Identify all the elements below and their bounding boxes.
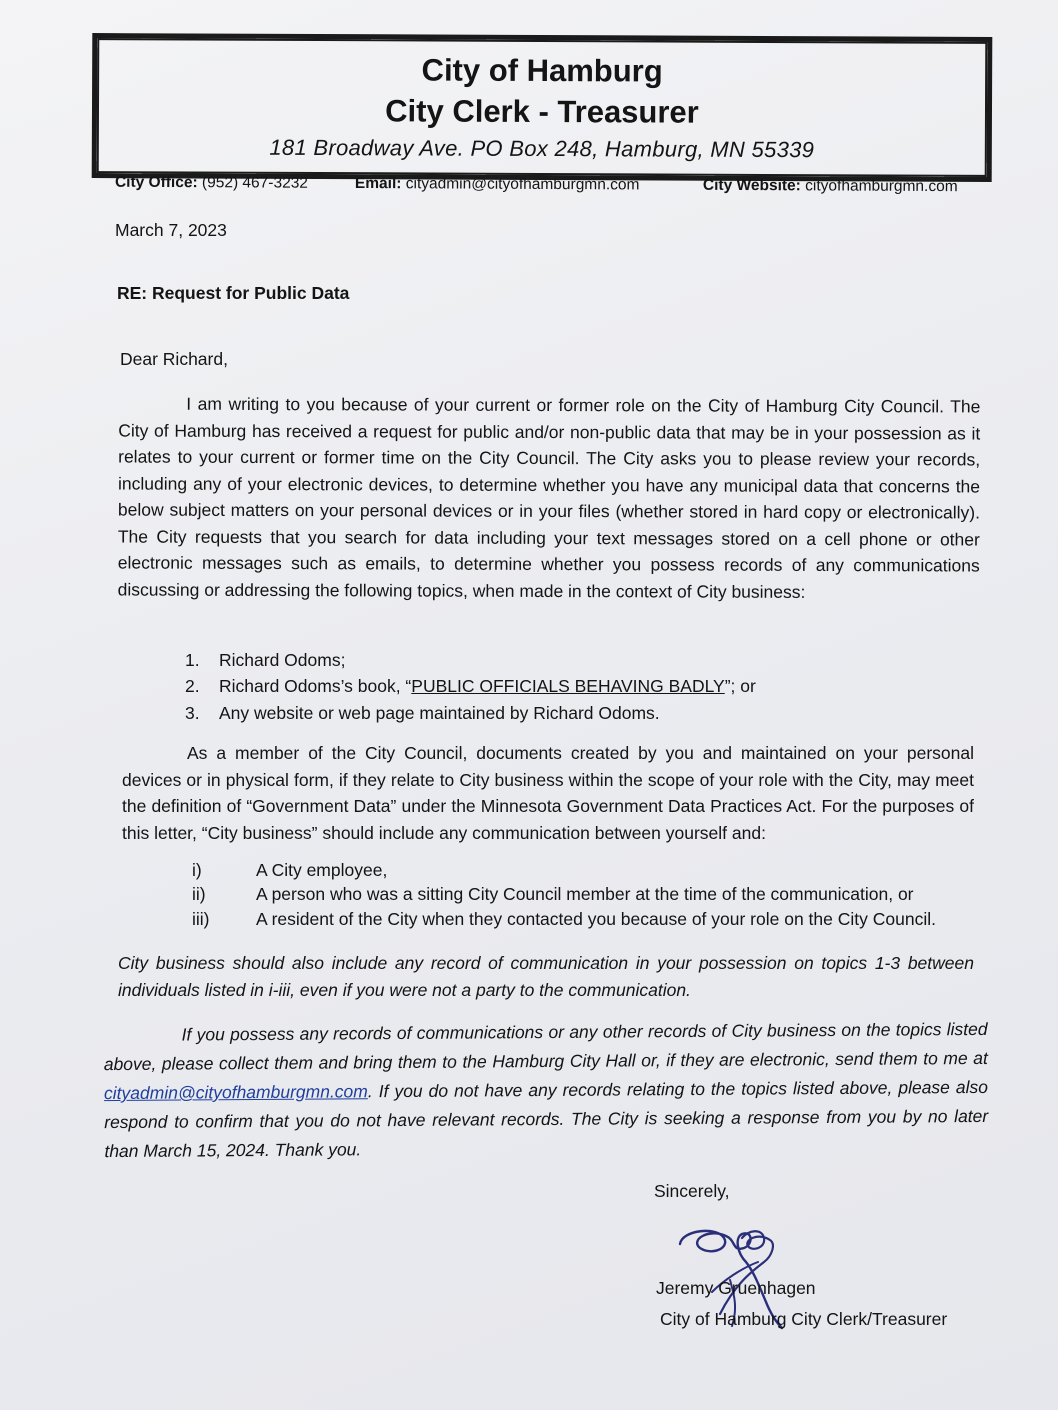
- signer-title: City of Hamburg City Clerk/Treasurer: [660, 1309, 948, 1329]
- letterhead-office: City Clerk - Treasurer: [385, 93, 699, 130]
- paragraph-4-part-a: If you possess any records of communications or any other records of City business on the topics listed above, please collect them and bring them to the Hamburg City Hall or, if they are electronic, send them to me at: [103, 1018, 988, 1075]
- office-phone: [115, 174, 308, 193]
- contact-email-label: Email:: [354, 174, 402, 193]
- contact-website-value: cityofhamburgmn.com: [805, 177, 958, 196]
- topic-number: 3.: [185, 703, 200, 723]
- contact-website: [703, 177, 958, 196]
- topic-text: Any website or web page maintained by Richard Odoms.: [219, 703, 660, 723]
- topic-item-3: [185, 703, 660, 724]
- paragraph-4: [104, 1015, 989, 1166]
- paragraph-4-part-b: . If you do not have any records relating to the topics listed above, please also respond to confirm that you do not have relevant records. The City is seeking a response from you by no later than March 15, 2024. Thank you.: [104, 1076, 989, 1162]
- party-item-2: [192, 884, 914, 905]
- letterhead-city: City of Hamburg: [421, 52, 663, 89]
- paragraph-1: I am writing to you because of your current or former role on the City of Hamburg City Council. The City of Hamburg has received a request for public and/or non-public data that may be in your possession as it relates to your current or former time on the City Council. The City asks you to please review your records, including any of your electronic devices, to determine whether you have any municipal data that concerns the below subject matters on your personal devices or in your files (whether stored in hard copy or electronically). The City requests that you search for data including your text messages stored on a cell phone or other electronic messages such as emails, to determine whether you possess records of any communications discussing or addressing the following topics, when made in the context of City business:: [117, 393, 981, 602]
- party-number: i): [192, 860, 202, 880]
- letter-subject: RE: Request for Public Data: [117, 283, 350, 303]
- paragraph-3: City business should also include any record of communication in your possession on topics 1-3 between individuals listed in i-iii, even if you were not a party to the communication.: [118, 953, 974, 1000]
- contact-website-label: City Website:: [702, 176, 801, 195]
- topic-number: 2.: [185, 676, 200, 696]
- party-item-1: [192, 860, 387, 881]
- paragraph-2: As a member of the City Council, documents created by you and maintained on your personal devices or in physical form, if they relate to City business within the scope of your role with the City, may meet the definition of “Government Data” under the Minnesota Government Data Practices Act. For the purposes of this letter, “City business” should include any communication between yourself and:: [122, 743, 974, 843]
- letter-date: March 7, 2023: [115, 220, 227, 240]
- party-number: ii): [192, 884, 206, 904]
- party-text: A resident of the City when they contacted you because of your role on the City Council.: [256, 909, 936, 929]
- party-text: A person who was a sitting City Council member at the time of the communication, or: [256, 884, 914, 904]
- topic-text: Richard Odoms;: [219, 650, 346, 670]
- topic-item-1: [185, 650, 345, 671]
- contact-email: [355, 175, 640, 194]
- office-phone-value: (952) 467-3232: [201, 174, 309, 192]
- office-phone-label: City Office:: [114, 173, 198, 192]
- closing: Sincerely,: [654, 1181, 730, 1201]
- letterhead-box: [92, 33, 993, 182]
- topic-number: 1.: [185, 650, 200, 670]
- party-text: A City employee,: [256, 860, 388, 880]
- reply-email-link[interactable]: cityadmin@cityofhamburgmn.com: [103, 1081, 368, 1104]
- party-number: iii): [192, 909, 210, 929]
- book-title: PUBLIC OFFICIALS BEHAVING BADLY: [411, 676, 725, 696]
- party-item-3: [192, 909, 936, 930]
- topic-item-2: [185, 676, 756, 697]
- contact-email-value: cityadmin@cityofhamburgmn.com: [405, 175, 640, 194]
- signer-name: Jeremy Gruenhagen: [656, 1278, 816, 1298]
- topic-text-post: ”; or: [724, 676, 756, 696]
- letter-salutation: Dear Richard,: [120, 349, 228, 369]
- letterhead-address: 181 Broadway Ave. PO Box 248, Hamburg, MN 55339: [269, 134, 815, 163]
- topic-text-pre: Richard Odoms’s book, “: [219, 676, 412, 696]
